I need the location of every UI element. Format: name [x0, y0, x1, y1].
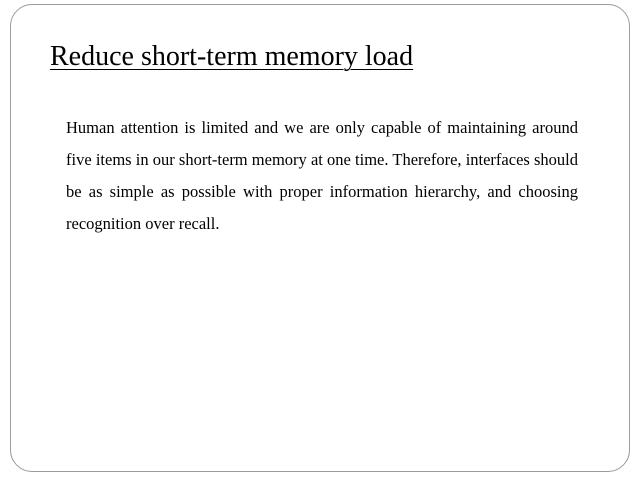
slide-title: Reduce short-term memory load [50, 41, 414, 72]
slide-body-text: Human attention is limited and we are only capable of maintaining around five items in our short-term memory at one time. Therefore, interfaces should be as simple as possible with proper information hierarchy, and choosing recognition over recall. [66, 118, 578, 233]
